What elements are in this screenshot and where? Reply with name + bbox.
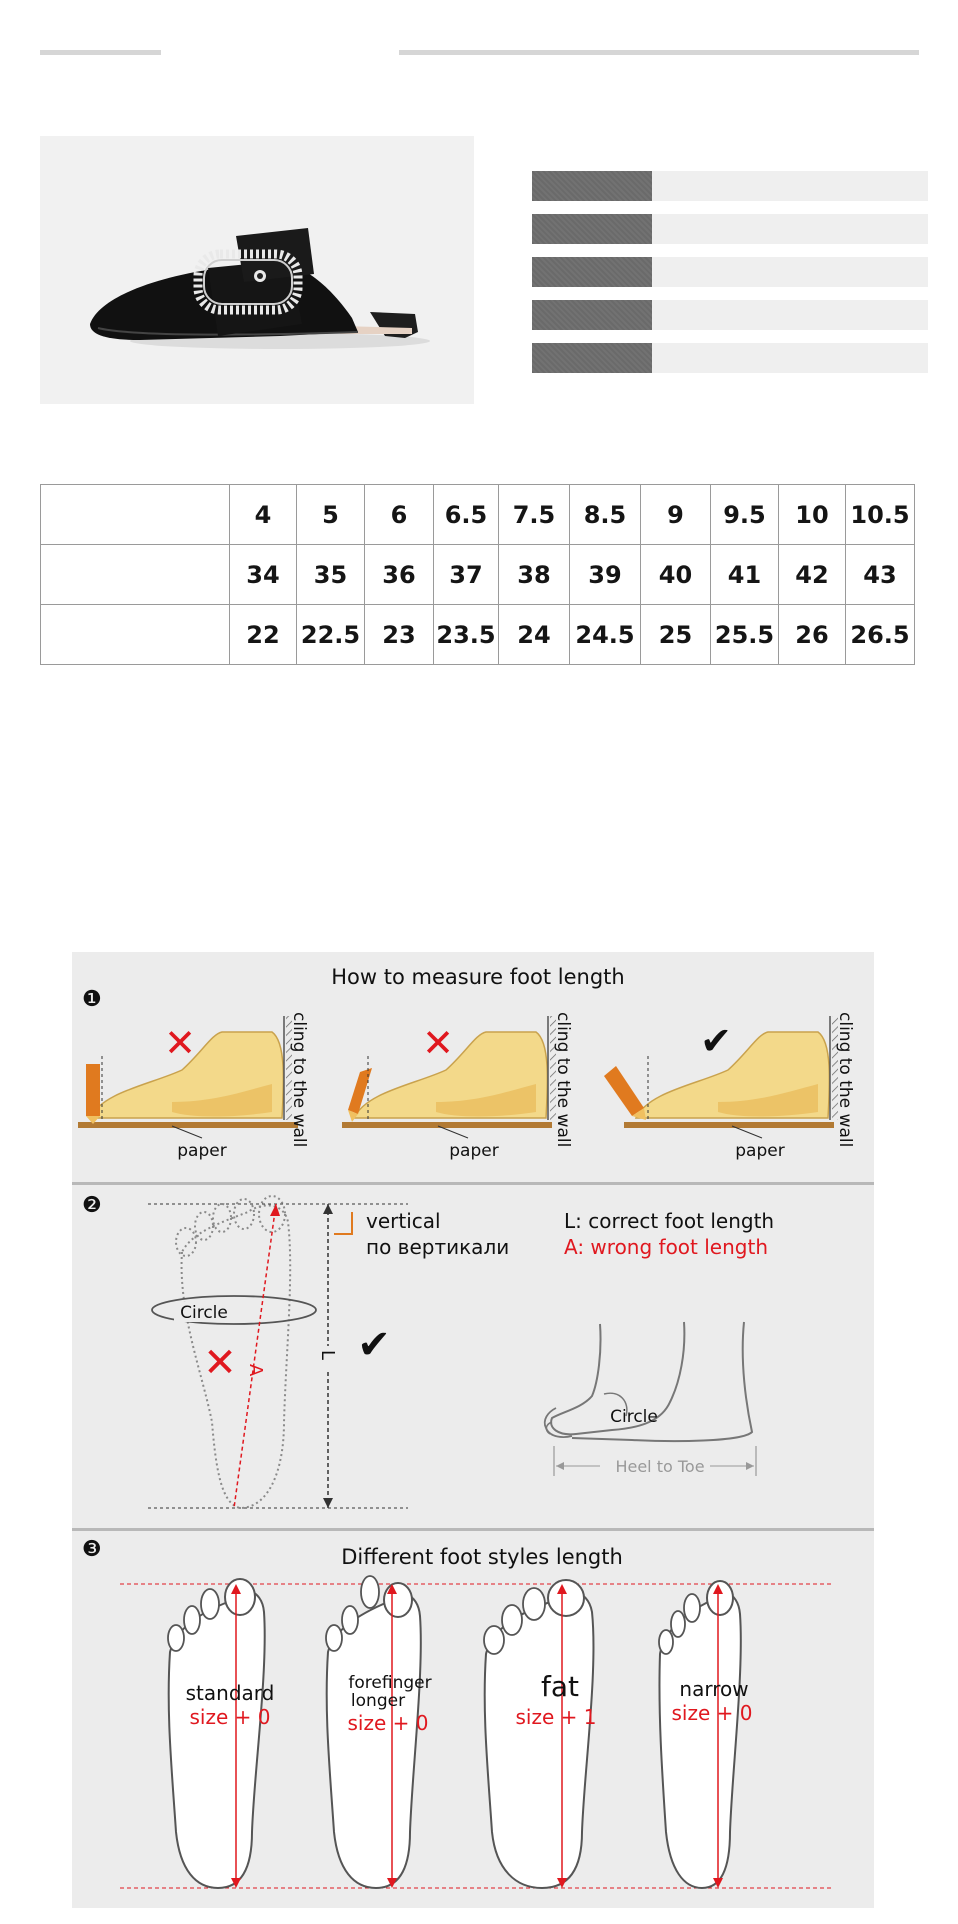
table-cell: 38 <box>499 545 570 605</box>
step-1-marker: ❶ <box>82 987 102 1012</box>
table-cell: 39 <box>570 545 641 605</box>
table-cell: 26.5 <box>846 605 915 665</box>
table-cell: 7.5 <box>499 485 570 545</box>
wrong-mark-icon: ✕ <box>164 1021 196 1065</box>
foot-style-name: narrow <box>679 1677 749 1701</box>
table-cell: 6.5 <box>434 485 499 545</box>
foot-style-narrow <box>659 1581 741 1888</box>
table-cell: 22 <box>230 605 297 665</box>
wrong-mark-icon: ✕ <box>203 1340 237 1386</box>
foot-style-standard <box>168 1579 265 1888</box>
letter-a: A <box>245 1364 266 1377</box>
measure-panel-correct <box>604 1012 855 1161</box>
table-cell: 25 <box>641 605 711 665</box>
foot-style-name: forefinger <box>348 1673 432 1693</box>
table-cell: 43 <box>846 545 915 605</box>
styles-title: Different foot styles length <box>341 1545 623 1569</box>
foot-style-fat <box>484 1580 593 1888</box>
spec-row <box>532 343 928 373</box>
step-3-marker: ❸ <box>82 1537 102 1562</box>
paper-label: paper <box>735 1141 785 1161</box>
table-cell: 10 <box>779 485 846 545</box>
table-cell: 40 <box>641 545 711 605</box>
section-divider <box>72 1528 874 1531</box>
check-mark-icon: ✔ <box>700 1019 732 1063</box>
header-rule-left <box>40 50 161 55</box>
table-cell: 34 <box>230 545 297 605</box>
table-cell: 4 <box>230 485 297 545</box>
spec-row <box>532 257 928 287</box>
foot-style-size: size + 0 <box>671 1701 753 1725</box>
circle-label: Circle <box>180 1303 228 1323</box>
wall-label: cling to the wall <box>553 1012 573 1148</box>
table-cell: 9.5 <box>711 485 779 545</box>
table-cell: 22.5 <box>297 605 365 665</box>
table-cell: 10.5 <box>846 485 915 545</box>
wall-label: cling to the wall <box>289 1012 309 1148</box>
table-cell: 26 <box>779 605 846 665</box>
table-cell: 25.5 <box>711 605 779 665</box>
table-cell: 35 <box>297 545 365 605</box>
measure-panel-wrong-2 <box>342 1012 573 1161</box>
circle-label: Circle <box>610 1407 658 1427</box>
legend-correct: L: correct foot length <box>564 1209 775 1233</box>
table-cell: 37 <box>434 545 499 605</box>
table-cell: 23.5 <box>434 605 499 665</box>
foot-style-size: size + 0 <box>189 1705 271 1729</box>
heel-to-toe-label: Heel to Toe <box>615 1457 705 1476</box>
size-chart-table <box>40 484 915 665</box>
wall-label: cling to the wall <box>835 1012 855 1148</box>
table-cell: 5 <box>297 485 365 545</box>
foot-style-name: standard <box>185 1681 275 1705</box>
letter-l: L <box>317 1350 338 1361</box>
vertical-label-ru: по вертикали <box>366 1235 510 1259</box>
table-cell: 36 <box>365 545 434 605</box>
wrong-mark-icon: ✕ <box>422 1021 454 1065</box>
section-divider <box>72 1182 874 1185</box>
measure-panel-wrong-1 <box>78 1012 309 1161</box>
table-row <box>41 485 915 545</box>
table-cell: 9 <box>641 485 711 545</box>
check-mark-icon: ✔ <box>357 1322 391 1368</box>
foot-style-name: fat <box>541 1670 579 1703</box>
spec-row <box>532 300 928 330</box>
table-cell: 41 <box>711 545 779 605</box>
spec-row <box>532 171 928 201</box>
legend-wrong: A: wrong foot length <box>564 1235 768 1259</box>
table-cell: 8.5 <box>570 485 641 545</box>
measure-guide <box>72 952 874 1908</box>
step-2-marker: ❷ <box>82 1193 102 1218</box>
table-cell: 23 <box>365 605 434 665</box>
spec-row <box>532 214 928 244</box>
guide-title: How to measure foot length <box>331 965 625 989</box>
table-cell: 42 <box>779 545 846 605</box>
foot-style-name: longer <box>350 1691 406 1711</box>
table-cell: 24.5 <box>570 605 641 665</box>
table-cell: 24 <box>499 605 570 665</box>
paper-label: paper <box>177 1141 227 1161</box>
header-rule-right <box>399 50 919 55</box>
table-row <box>41 605 915 665</box>
foot-style-size: size + 0 <box>347 1711 429 1735</box>
vertical-label-en: vertical <box>366 1209 441 1233</box>
product-image <box>40 136 474 404</box>
foot-style-size: size + 1 <box>515 1705 597 1729</box>
side-foot-diagram <box>545 1322 756 1476</box>
paper-label: paper <box>449 1141 499 1161</box>
table-row <box>41 545 915 605</box>
table-cell: 6 <box>365 485 434 545</box>
